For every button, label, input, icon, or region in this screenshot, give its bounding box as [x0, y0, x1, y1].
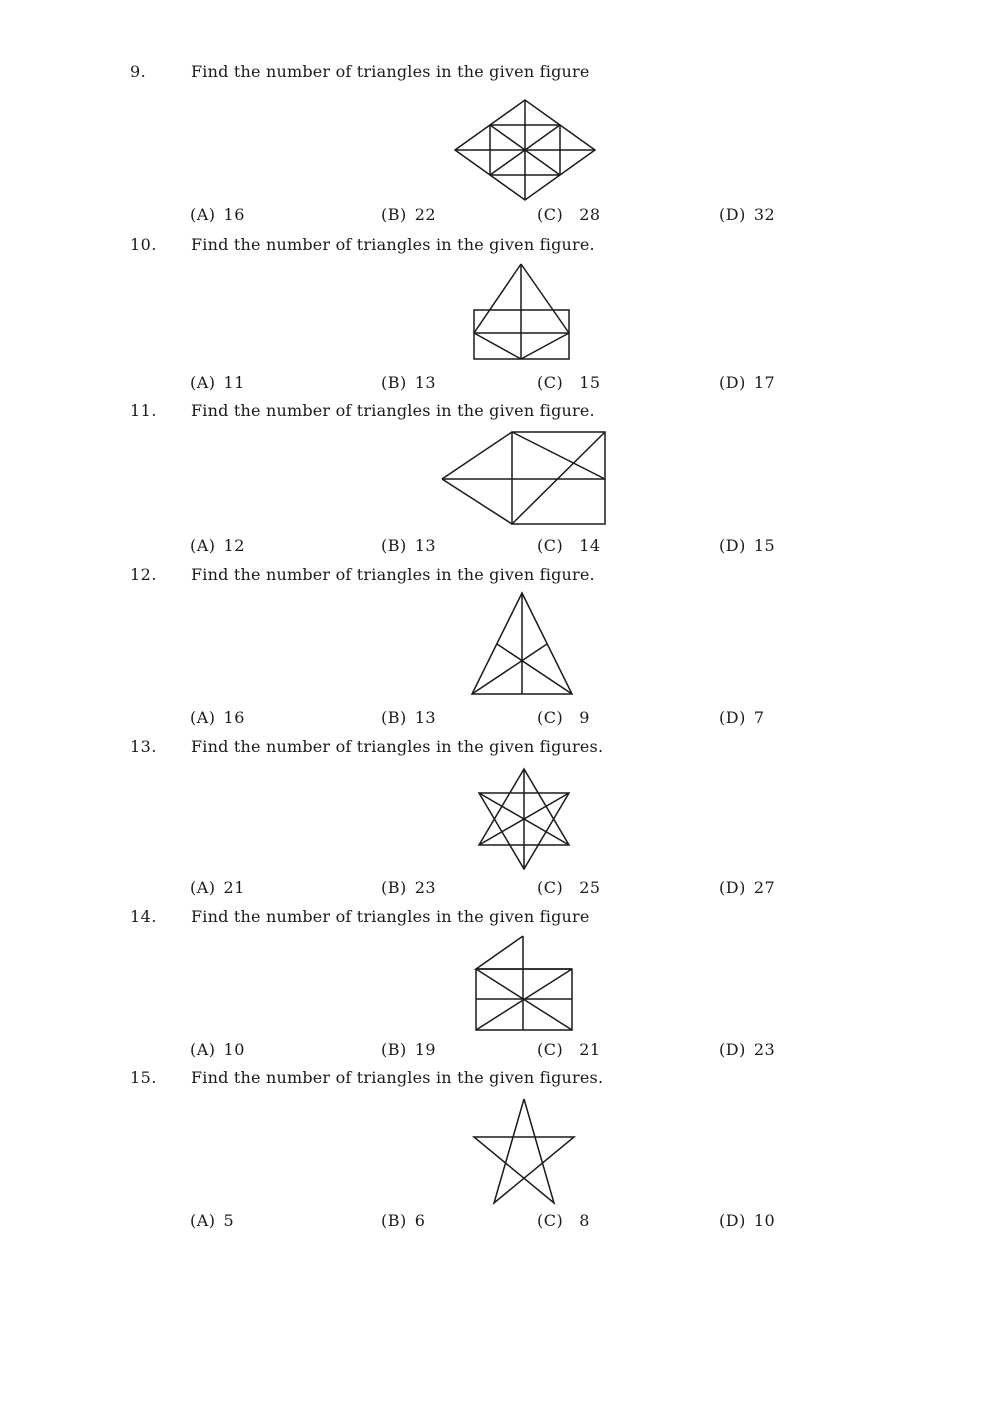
question-text: Find the number of triangles in the given figures.	[191, 737, 604, 756]
option-c[interactable]	[537, 1040, 601, 1059]
question-text: Find the number of triangles in the given figure.	[191, 565, 595, 584]
option-d[interactable]	[719, 205, 775, 224]
option-label: (C)	[537, 708, 564, 727]
figure-triangle-cevians	[470, 592, 574, 696]
option-b[interactable]	[381, 205, 436, 224]
option-value: 13	[414, 373, 437, 392]
option-value: 21	[579, 1040, 601, 1059]
question-number: 14.	[130, 907, 157, 926]
option-value: 23	[414, 878, 437, 897]
option-value: 17	[753, 373, 776, 392]
option-label: (A)	[190, 205, 216, 224]
option-value: 11	[223, 373, 245, 392]
option-a[interactable]	[190, 1040, 245, 1059]
option-label: (C)	[537, 536, 564, 555]
option-c[interactable]	[537, 708, 590, 727]
option-a[interactable]	[190, 205, 245, 224]
option-b[interactable]	[381, 536, 436, 555]
option-value: 14	[579, 536, 601, 555]
figure-hexagram	[477, 768, 572, 870]
figure-kite-rectangle	[442, 431, 607, 526]
option-value: 15	[579, 373, 601, 392]
option-d[interactable]	[719, 878, 775, 897]
option-label: (B)	[381, 536, 407, 555]
option-a[interactable]	[190, 708, 245, 727]
option-value: 23	[753, 1040, 776, 1059]
option-value: 28	[579, 205, 601, 224]
figure-pentagram	[472, 1097, 577, 1205]
option-value: 10	[223, 1040, 245, 1059]
option-b[interactable]	[381, 373, 436, 392]
option-label: (A)	[190, 373, 216, 392]
option-value: 19	[414, 1040, 437, 1059]
option-label: (C)	[537, 1211, 564, 1230]
option-label: (B)	[381, 205, 407, 224]
option-value: 5	[223, 1211, 235, 1230]
option-label: (D)	[719, 536, 746, 555]
option-d[interactable]	[719, 536, 775, 555]
option-value: 27	[753, 878, 776, 897]
option-value: 15	[753, 536, 776, 555]
option-value: 12	[223, 536, 245, 555]
question-number: 15.	[130, 1068, 157, 1087]
option-label: (B)	[381, 708, 407, 727]
option-label: (C)	[537, 1040, 564, 1059]
question-number: 12.	[130, 565, 157, 584]
option-value: 22	[414, 205, 437, 224]
option-label: (A)	[190, 878, 216, 897]
option-value: 32	[753, 205, 776, 224]
question-number: 9.	[130, 62, 147, 81]
option-b[interactable]	[381, 1211, 425, 1230]
option-d[interactable]	[719, 1211, 775, 1230]
option-b[interactable]	[381, 708, 436, 727]
option-a[interactable]	[190, 878, 245, 897]
option-label: (B)	[381, 878, 407, 897]
option-label: (C)	[537, 373, 564, 392]
option-value: 21	[223, 878, 245, 897]
option-label: (B)	[381, 1040, 407, 1059]
option-label: (D)	[719, 1211, 746, 1230]
question-text: Find the number of triangles in the given figure	[191, 62, 590, 81]
option-b[interactable]	[381, 878, 436, 897]
option-value: 6	[414, 1211, 426, 1230]
option-label: (D)	[719, 1040, 746, 1059]
option-label: (C)	[537, 205, 564, 224]
option-label: (D)	[719, 878, 746, 897]
option-c[interactable]	[537, 878, 601, 897]
option-c[interactable]	[537, 536, 601, 555]
option-value: 25	[579, 878, 601, 897]
question-text: Find the number of triangles in the given figure.	[191, 235, 595, 254]
option-value: 8	[579, 1211, 590, 1230]
figure-rhombus	[455, 100, 595, 200]
question-text: Find the number of triangles in the given figure	[191, 907, 590, 926]
option-label: (B)	[381, 373, 407, 392]
option-b[interactable]	[381, 1040, 436, 1059]
question-number: 10.	[130, 235, 157, 254]
option-value: 16	[223, 205, 245, 224]
option-label: (A)	[190, 708, 216, 727]
option-value: 16	[223, 708, 245, 727]
option-c[interactable]	[537, 205, 601, 224]
option-value: 13	[414, 536, 437, 555]
option-value: 13	[414, 708, 437, 727]
figure-house	[474, 935, 574, 1032]
question-text: Find the number of triangles in the given figure.	[191, 401, 595, 420]
option-label: (D)	[719, 373, 746, 392]
option-label: (D)	[719, 205, 746, 224]
question-number: 11.	[130, 401, 157, 420]
option-a[interactable]	[190, 373, 245, 392]
option-value: 10	[753, 1211, 776, 1230]
option-label: (A)	[190, 1211, 216, 1230]
question-text: Find the number of triangles in the given figures.	[191, 1068, 604, 1087]
option-label: (C)	[537, 878, 564, 897]
option-c[interactable]	[537, 373, 601, 392]
option-d[interactable]	[719, 373, 775, 392]
option-a[interactable]	[190, 1211, 234, 1230]
option-label: (D)	[719, 708, 746, 727]
figure-triangle-on-rectangle	[473, 263, 570, 360]
option-label: (B)	[381, 1211, 407, 1230]
option-value: 9	[579, 708, 590, 727]
option-label: (A)	[190, 536, 216, 555]
option-d[interactable]	[719, 708, 765, 727]
question-number: 13.	[130, 737, 157, 756]
option-a[interactable]	[190, 536, 245, 555]
option-value: 7	[753, 708, 765, 727]
option-c[interactable]	[537, 1211, 590, 1230]
option-d[interactable]	[719, 1040, 775, 1059]
option-label: (A)	[190, 1040, 216, 1059]
